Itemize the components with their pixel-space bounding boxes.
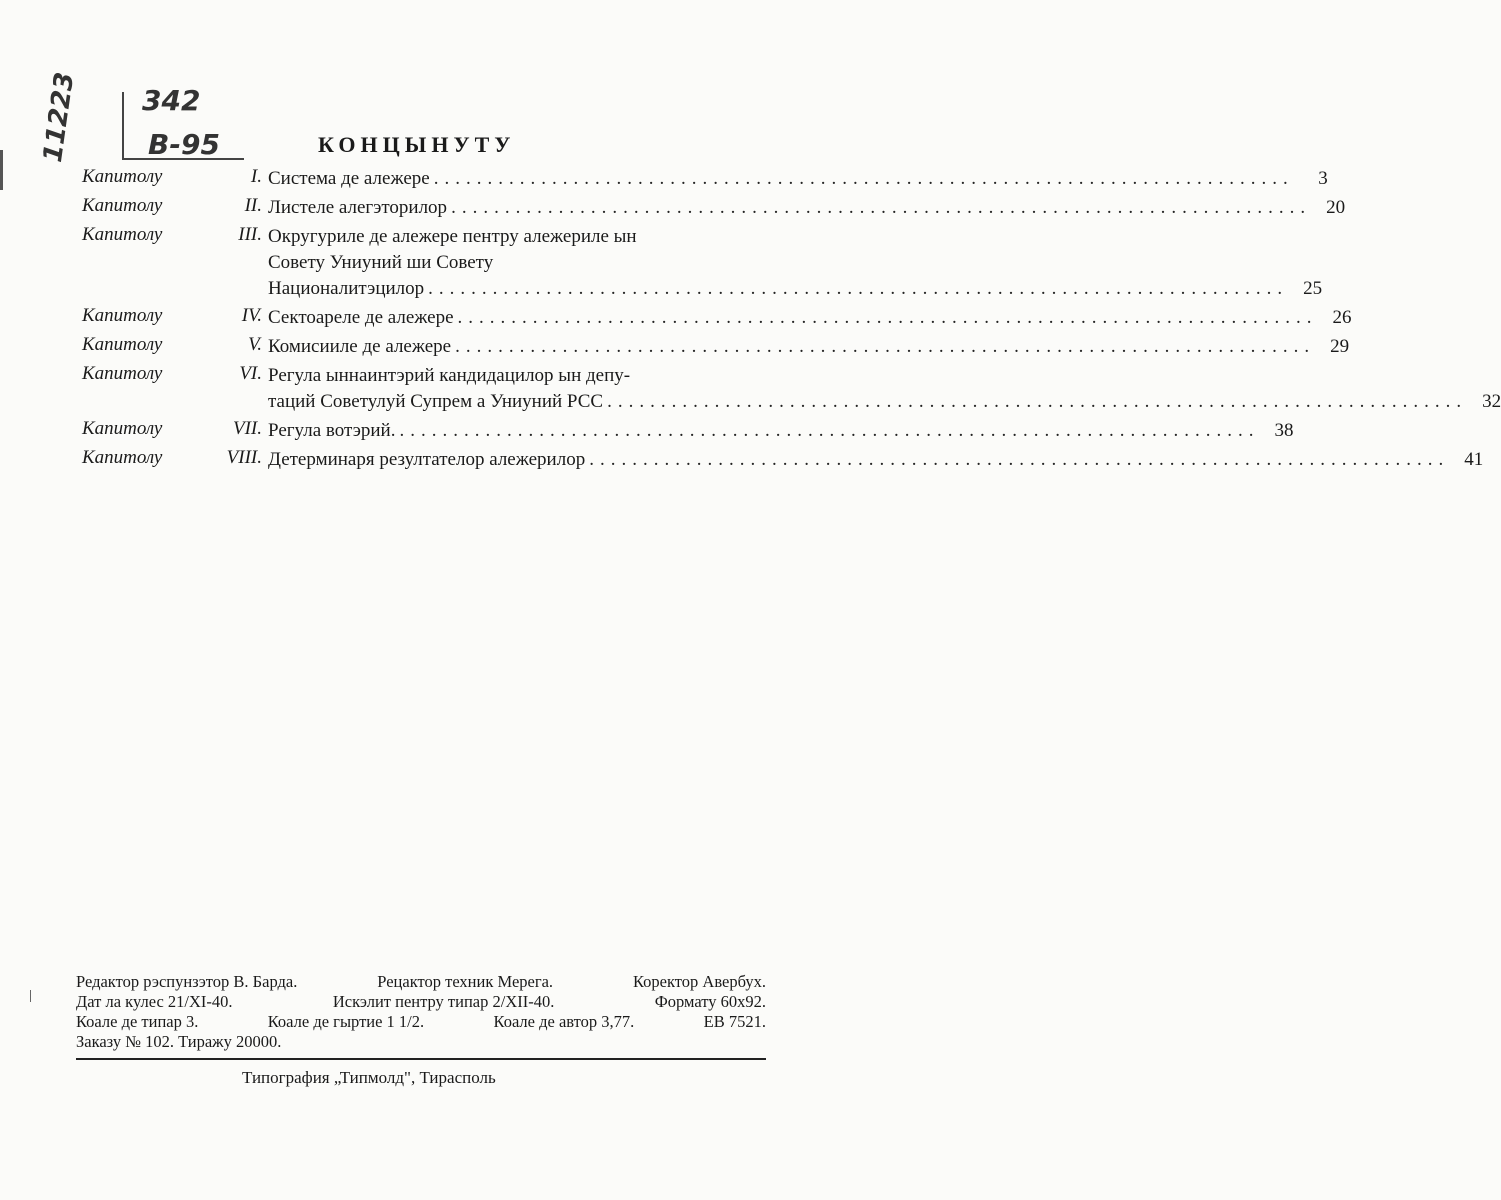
- chapter-word: Капитолу: [82, 166, 163, 187]
- imprint-line-3: [76, 1012, 766, 1032]
- dot-leader: ................................................................................: [433, 168, 1294, 189]
- chapter-title-text: Листеле алегэторилор: [268, 197, 448, 218]
- page-number: 38: [1274, 420, 1294, 441]
- chapter-title-line: [268, 334, 1350, 360]
- imprint-rule: [76, 1058, 766, 1060]
- chapter-number: VI.: [239, 363, 262, 384]
- imprint-line-1: [76, 972, 766, 992]
- chapter-title: [268, 166, 1328, 192]
- margin-mark: [30, 990, 31, 1002]
- dot-leader: ................................................................................: [428, 278, 1289, 299]
- imprint-editor: Редактор рэспунзэтор В. Барда.: [76, 972, 298, 991]
- chapter-word: Капитолу: [82, 447, 163, 468]
- page-number: 20: [1326, 197, 1346, 218]
- chapter-title-text: Националитэцилор: [268, 278, 425, 299]
- page-number: 3: [1318, 168, 1328, 189]
- chapter-title-text: Комисииле де алежере: [268, 336, 452, 357]
- chapter-number: II.: [244, 195, 262, 216]
- chapter-word: Капитолу: [82, 363, 163, 384]
- imprint-line-4: [76, 1032, 766, 1052]
- chapter-title: [268, 447, 1484, 473]
- chapter-title-text: таций Советулуй Супрем а Униуний РСС: [268, 391, 604, 412]
- page-number: 25: [1303, 278, 1323, 299]
- chapter-title-line: [268, 305, 1352, 331]
- shelf-mark-top: 342: [142, 84, 201, 117]
- dot-leader: ................................................................................: [457, 307, 1318, 328]
- page-number: 41: [1464, 449, 1484, 470]
- chapter-title-line: [268, 418, 1294, 444]
- chapter-title: [268, 224, 1323, 302]
- chapter-word: Капитолу: [82, 334, 163, 355]
- chapter-title-text: Регула ыннаинтэрий кандидацилор ын депу-: [268, 365, 631, 386]
- chapter-title-line: [268, 195, 1346, 221]
- page-edge-mark: [0, 150, 3, 190]
- chapter-title: [268, 418, 1294, 444]
- chapter-title: [268, 305, 1352, 331]
- chapter-word: Капитолу: [82, 305, 163, 326]
- chapter-title-line: [268, 363, 768, 389]
- chapter-number: IV.: [241, 305, 262, 326]
- dot-leader: ................................................................................: [589, 449, 1450, 470]
- shelf-mark-bottom: В-95: [148, 128, 220, 161]
- chapter-title-line: [268, 389, 1501, 415]
- imprint-print-sheets: Коале де типар 3.: [76, 1012, 199, 1031]
- chapter-title-text: Система де алежере: [268, 168, 430, 189]
- chapter-title-text: Регула вотэрий.: [268, 420, 396, 441]
- chapter-word: Капитолу: [82, 224, 163, 245]
- chapter-word: Капитолу: [82, 195, 163, 216]
- dot-leader: ................................................................................: [455, 336, 1316, 357]
- chapter-title-line: [268, 276, 1323, 302]
- imprint-paper-sheets: Коале де гыртие 1 1/2.: [267, 1012, 425, 1031]
- imprint-format: Формату 60х92.: [654, 992, 766, 1011]
- chapter-number: III.: [238, 224, 262, 245]
- chapter-title-line: [268, 224, 768, 250]
- chapter-number: VII.: [232, 418, 262, 439]
- chapter-title-text: Сектоареле де алежере: [268, 307, 454, 328]
- imprint-line-2: [76, 992, 766, 1012]
- chapter-title-text: Детерминаря резултателор алежерилор: [268, 449, 586, 470]
- chapter-title-line: [268, 447, 1484, 473]
- page-number: 26: [1332, 307, 1352, 328]
- inventory-number-handwritten: 11223: [38, 70, 81, 165]
- page-number: 29: [1330, 336, 1350, 357]
- page-title: КОНЦЫНУТУ: [318, 132, 516, 157]
- imprint-print-date: Искэлит пентру типар 2/XII-40.: [332, 992, 555, 1011]
- chapter-title: [268, 363, 1501, 415]
- chapter-title: [268, 334, 1350, 360]
- imprint-tech-editor: Рецактор техник Мерега.: [377, 972, 554, 991]
- imprint-order-run: Заказу № 102. Тиражу 20000.: [76, 1032, 282, 1051]
- imprint-typeset-date: Дат ла кулес 21/XI-40.: [76, 992, 233, 1011]
- imprint-block: [76, 972, 766, 1052]
- chapter-title-text: Округуриле де алежере пентру алежериле ын: [268, 226, 637, 247]
- page-number: 32: [1482, 391, 1501, 412]
- dot-leader: ................................................................................: [451, 197, 1312, 218]
- chapter-number: VIII.: [226, 447, 262, 468]
- chapter-title-line: [268, 166, 1328, 192]
- dot-leader: ................................................................................: [399, 420, 1260, 441]
- imprint-proofreader: Коректор Авербух.: [633, 972, 766, 991]
- imprint-code: ЕВ 7521.: [703, 1012, 766, 1031]
- imprint-author-sheets: Коале де автор 3,77.: [493, 1012, 635, 1031]
- chapter-title-text: Совету Униуний ши Совету: [268, 252, 494, 273]
- chapter-number: V.: [248, 334, 262, 355]
- dot-leader: ................................................................................: [607, 391, 1468, 412]
- chapter-title: [268, 195, 1346, 221]
- chapter-number: I.: [250, 166, 262, 187]
- chapter-word: Капитолу: [82, 418, 163, 439]
- printing-house: Типография „Типмолд", Тирасполь: [242, 1068, 496, 1087]
- chapter-title-line: [268, 250, 768, 276]
